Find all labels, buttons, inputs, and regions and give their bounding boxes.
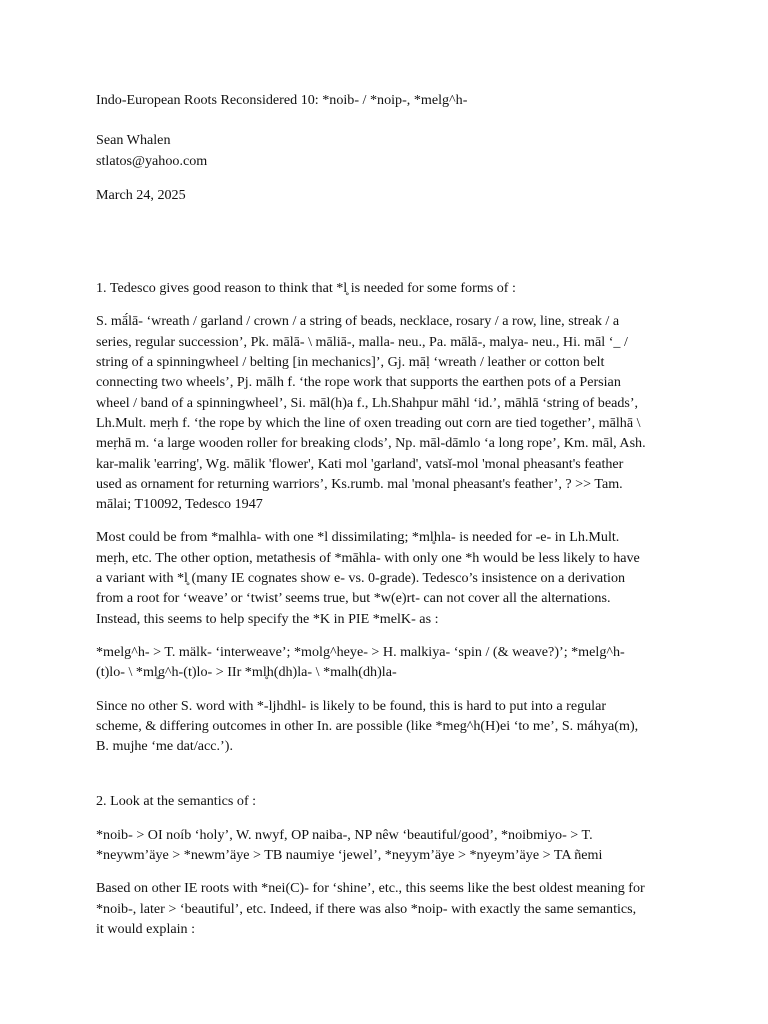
text-line: *noib-, later > ‘beautiful’, etc. Indeed, if there was also *noip- with exactly the same semantics, (96, 900, 637, 917)
text-line: series, regular succession’, Pk. mālā- \ māliā-, malla- neu., Pa. mālā-, malya- neu., Hi. māl ‘_ / (96, 333, 628, 350)
text-line: scheme, & differing outcomes in other In. are possible (like *meg^h(H)ei ‘to me’, S. máhya(m), (96, 717, 639, 734)
text-line: meṛh, etc. The other option, metathesis of *māhla- with only one *h would be less likely to have (96, 549, 640, 566)
section-2-intro (96, 791, 676, 811)
document-date: March 24, 2025 (96, 186, 186, 203)
text-line: Since no other S. word with *-ljhdhl- is likely to be found, this is hard to put into a regular (96, 697, 607, 714)
text-line: used as ornament for returning warriors’, Ks.rumb. mal 'monal pheasant's feather’, ? >> Tam. (96, 475, 623, 492)
section-1-cognates-paragraph (96, 311, 676, 514)
text-line: connecting two wheels’, Pj. mālh f. ‘the rope work that supports the earthen pots of a Persian (96, 374, 621, 391)
text-line: string of a spinningwheel / belting [in mechanics]’, Gj. māḷ ‘wreath / leather or cotton belt (96, 354, 605, 371)
text-line: 2. Look at the semantics of : (96, 793, 257, 810)
author-email: stlatos@yahoo.com (96, 152, 208, 169)
text-line: *noib- > OI noíb ‘holy’, W. nwyf, OP naiba-, NP nêw ‘beautiful/good’, *noibmiyo- > T. (96, 826, 593, 843)
text-line: meṛhā m. ‘a large wooden roller for breaking clods’, Np. māl-dāmlo ‘a long rope’, Km. māl, Ash. (96, 435, 646, 452)
section-1-analysis-paragraph (96, 527, 676, 628)
text-line: Most could be from *malhla- with one *l dissimilating; *ml̥hla- is needed for -e- in Lh.Mult. (96, 529, 620, 546)
text-line: from a root for ‘weave’ or ‘twist’ seems true, but *w(e)rt- can not cover all the alternations. (96, 590, 611, 607)
section-2-analysis-paragraph (96, 878, 676, 939)
text-line: kar-malik 'earring', Wg. mālik 'flower', Kati mol 'garland', vatsǐ-mol 'monal pheasant's feather (96, 455, 624, 472)
section-1-conclusion-paragraph (96, 696, 676, 757)
text-line: Lh.Mult. meṛh f. ‘the rope by which the line of oxen treading out corn are tied together’, mālhā \ (96, 414, 641, 431)
section-1-derivation-paragraph (96, 642, 676, 683)
document-page (96, 90, 676, 952)
document-title: Indo-European Roots Reconsidered 10: *noib- / *noip-, *melg^h- (96, 92, 468, 108)
text-line: *neywm’äye > *newm’äye > TB naumiye ‘jewel’, *neyym’äye > *nyeym’äye > TA ñemi (96, 847, 603, 864)
text-line: B. mujhe ‘me dat/acc.’). (96, 738, 233, 755)
section-1-intro (96, 278, 676, 298)
author-name: Sean Whalen (96, 132, 171, 149)
section-2-cognates-paragraph (96, 825, 676, 866)
text-line: mālai; T10092, Tedesco 1947 (96, 496, 263, 513)
text-line: Instead, this seems to help specify the *K in PIE *melK- as : (96, 610, 439, 627)
text-line: wheel / band of a spinningwheel’, Si. māl(h)a f., Lh.Shahpur māhl ‘id.’, māhlā ‘string of beads’, (96, 394, 639, 411)
text-line: a variant with *l̥ (many IE cognates show e- vs. 0-grade). Tedesco’s insistence on a derivation (96, 570, 626, 587)
text-line: Based on other IE roots with *nei(C)- for ‘shine’, etc., this seems like the best oldest meaning for (96, 880, 645, 897)
text-line: 1. Tedesco gives good reason to think that *l̥ is needed for some forms of : (96, 280, 516, 297)
text-line: it would explain : (96, 920, 196, 937)
text-line: S. mā́lā- ‘wreath / garland / crown / a string of beads, necklace, rosary / a row, line, streak / a (96, 313, 620, 330)
text-line: (t)lo- \ *ml̥g^h-(t)lo- > IIr *ml̥h(dh)la- \ *malh(dh)la- (96, 664, 397, 681)
text-line: *melg^h- > T. mälk- ‘interweave’; *molg^heye- > H. malkiya- ‘spin / (& weave?)’; *melg^h- (96, 643, 625, 660)
